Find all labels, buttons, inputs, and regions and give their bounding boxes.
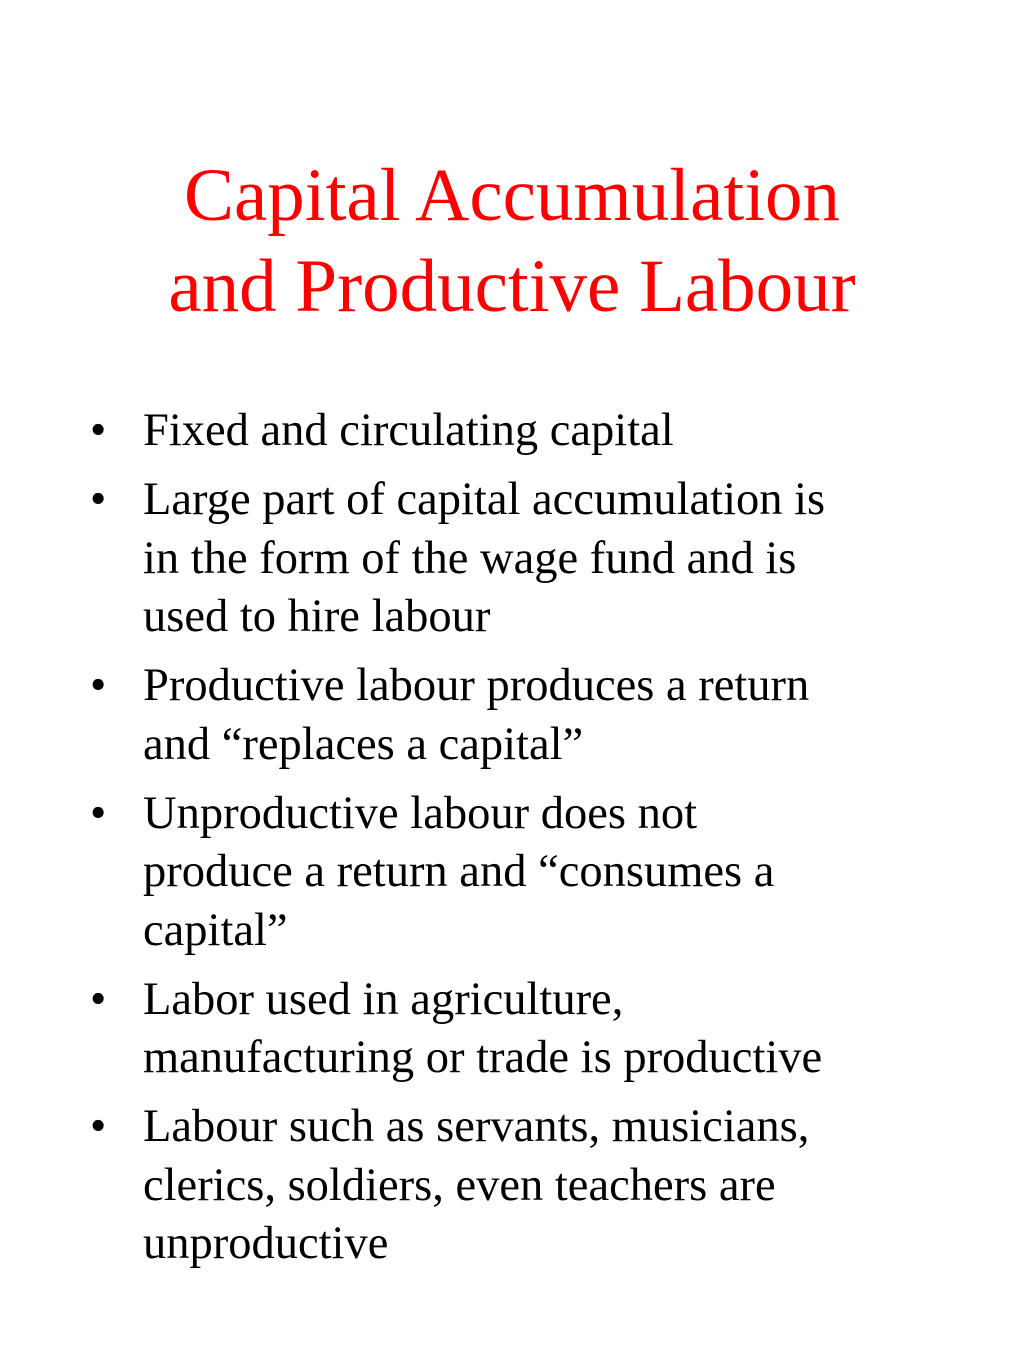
bullet-dot: • [90,787,107,839]
bullet-text-line: Large part of capital accumulation is [143,474,826,525]
bullet-text-line: in the form of the wage fund and is [143,532,797,584]
bullet-text-line: and “replaces a capital” [143,718,584,770]
bullet-text-line: clerics, soldiers, even teachers are [143,1159,776,1211]
bullet-text-line: Labour such as servants, musicians, [143,1101,810,1152]
bullet-dot: • [90,973,107,1025]
bullet-dot: • [90,405,107,456]
slide-title-line-1: Capital Accumulation [183,154,841,237]
bullet-text-line: Labor used in agriculture, [143,973,624,1025]
bullet-list [90,402,970,1284]
bullet-dot: • [90,660,107,711]
bullet-text-line: capital” [143,904,288,956]
bullet-text-line: produce a return and “consumes a [143,846,775,897]
bullet-item [90,785,970,961]
bullet-text-line: Productive labour produces a return [143,660,810,711]
slide-title [60,150,964,332]
bullet-dot: • [90,474,107,525]
bullet-item [90,657,970,774]
bullet-text-line: Unproductive labour does not [143,787,698,839]
bullet-item [90,971,970,1088]
slide-title-line-2: and Productive Labour [168,245,856,328]
bullet-text-line: unproductive [143,1218,389,1269]
bullet-item [90,402,970,461]
bullet-item [90,1098,970,1274]
bullet-dot: • [90,1101,107,1152]
bullet-text-line: Fixed and circulating capital [143,405,674,456]
bullet-item [90,471,970,647]
bullet-text-line: manufacturing or trade is productive [143,1032,823,1083]
bullet-text-line: used to hire labour [143,591,491,642]
